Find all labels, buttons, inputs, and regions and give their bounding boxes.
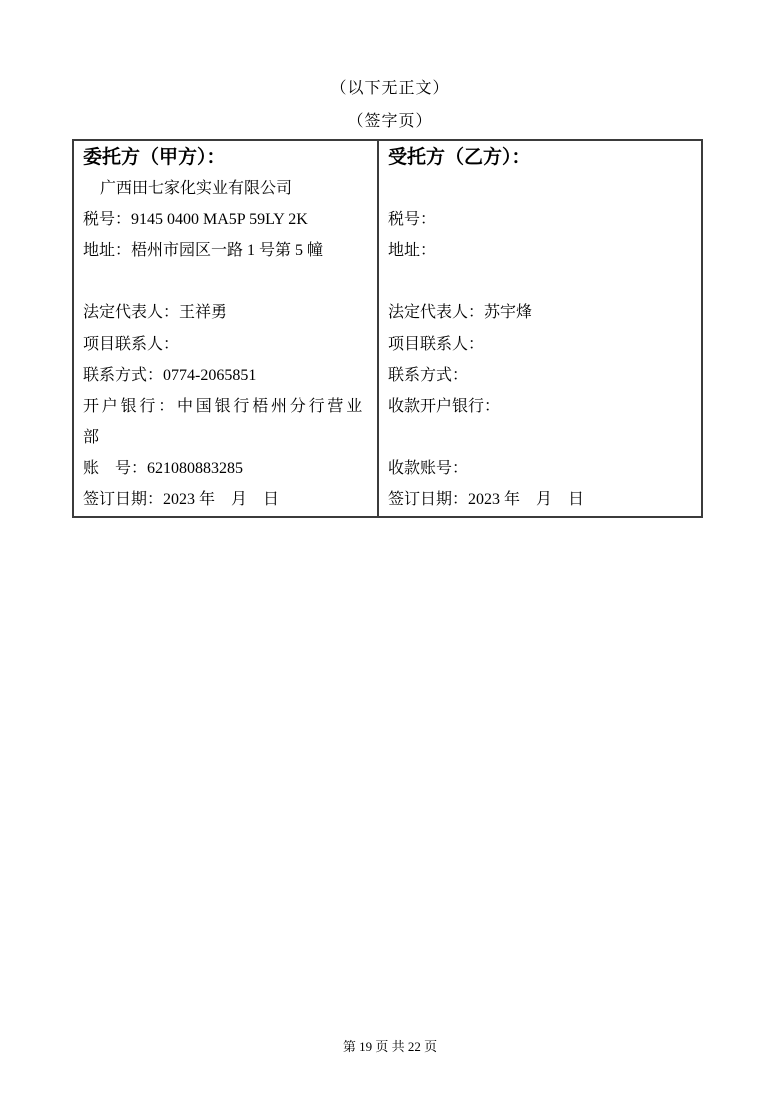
party-b-address: 地址： (388, 242, 437, 260)
party-a-cell (74, 141, 379, 516)
party-a-bank-line-1: 开户银行：中国银行梧州分行营业 (83, 397, 366, 415)
party-b-project-contact: 项目联系人： (388, 335, 485, 353)
party-b-receiving-account: 收款账号： (388, 459, 469, 477)
party-a-bank-line-2: 部 (83, 428, 100, 446)
party-b-legal-rep: 法定代表人：苏宇烽 (388, 304, 533, 322)
party-a-tax-number: 税号：9145 0400 MA5P 59LY 2K (83, 211, 308, 229)
party-a-blank-line (83, 266, 373, 297)
party-b-blank-line-1 (388, 173, 697, 204)
party-b-title: 受托方（乙方）： (388, 147, 531, 168)
party-a-address: 地址：梧州市园区一路 1 号第 5 幢 (83, 242, 324, 260)
party-a-contact-phone: 联系方式：0774-2065851 (83, 366, 257, 384)
party-b-signing-date: 签订日期：2023 年 月 日 (388, 491, 585, 509)
no-more-text-note: （以下无正文） (330, 80, 450, 97)
party-a-project-contact: 项目联系人： (83, 335, 180, 353)
party-a-company-name: 广西田七家化实业有限公司 (100, 180, 293, 198)
party-b-blank-line-2 (388, 266, 697, 297)
party-b-tax-number: 税号： (388, 211, 437, 229)
signature-table (72, 139, 703, 518)
page-number: 第 19 页 共 22 页 (342, 1039, 438, 1054)
party-a-account-number: 账 号：621080883285 (83, 459, 244, 477)
signature-page-note: （签字页） (347, 113, 433, 130)
party-b-contact-phone: 联系方式： (388, 366, 469, 384)
party-a-title: 委托方（甲方）： (83, 147, 226, 168)
party-b-receiving-bank: 收款开户银行： (388, 397, 501, 415)
party-a-signing-date: 签订日期：2023 年 月 日 (83, 491, 280, 509)
party-b-cell (379, 141, 701, 516)
party-a-legal-rep: 法定代表人：王祥勇 (83, 304, 228, 322)
party-b-blank-line-3 (388, 422, 697, 453)
